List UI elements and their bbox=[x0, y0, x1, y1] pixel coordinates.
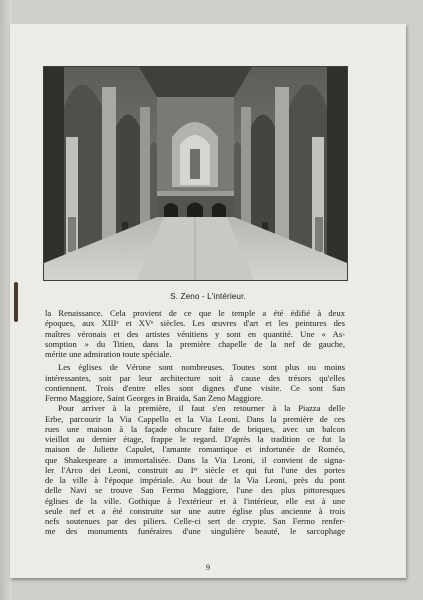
text-line: maison de Juliette Capulet, l'amante romantique et infortunée de Roméo, bbox=[45, 444, 345, 455]
text-line: églises de la ville. Gothique à l'extérieur et à l'intérieur, elle est à une bbox=[45, 495, 345, 506]
text-line: contiennent. Trois d'entre elles sont dignes d'une visite. Ce sont San bbox=[45, 382, 345, 393]
text-line: delle Navi se trouve San Fermo Maggiore, l'une des plus pittoresques bbox=[45, 485, 345, 496]
text-line: rues une maison à la façade obscure faite de briques, avec un balcon bbox=[45, 423, 345, 434]
text-line: vieillot au dernier étage, frappe le regard. D'après la tradition ce fut la bbox=[45, 434, 345, 444]
text-line: intéressantes, soit par leur architecture soit à cause des trésors qu'elles bbox=[45, 372, 345, 383]
church-interior-photo bbox=[43, 66, 348, 281]
text-line: ler l'Arco dei Leoni, construit au Iᵉʳ siècle et qui fut l'une des portes bbox=[45, 464, 345, 475]
text-line: la Renaissance. Cela provient de ce que le temple a été édifié à deux bbox=[45, 308, 345, 318]
text-line: somption » du Titien, dans la première chapelle de la nef de gauche, bbox=[45, 338, 345, 349]
text-line: me des monuments funéraires d'une singulière beauté, le sarcophage bbox=[45, 526, 345, 537]
text-line: de la ville à l'époque impériale. Au bout de la Via Leoni, près du pont bbox=[45, 475, 345, 485]
text-line: maîtres véronais et des artistes vénitiens y sont en quantité. Une « As- bbox=[45, 328, 345, 339]
text-line: époques, aux XIIIᵉ et XVᵉ siècles. Les œuvres d'art et les peintures des bbox=[45, 318, 345, 329]
page-number: 9 bbox=[206, 563, 210, 572]
text-line: Les églises de Vérone sont nombreuses. Toutes sont plus ou moins bbox=[58, 362, 345, 373]
text-line: Pour arriver à la première, il faut s'en retourner à la Piazza delle bbox=[58, 403, 345, 414]
text-line: Erbe, parcourir la Via Cappello et la Via Leoni. Dans la première de ces bbox=[45, 413, 345, 424]
body-text bbox=[45, 308, 345, 537]
binding-mark bbox=[14, 282, 18, 322]
text-line: Fermo Maggiore, Saint Georges in Braida, San Zeno Maggiore. bbox=[45, 393, 263, 403]
text-line: seule nef et a été construite sur une autre église plus ancienne à trois bbox=[45, 505, 345, 516]
text-line: mérite une admiration toute spéciale. bbox=[45, 349, 172, 359]
text-line: que Shakespeare a immortalisée. Dans la Via Leoni, il convient de signa- bbox=[45, 454, 345, 465]
book-page bbox=[10, 24, 406, 578]
photo-caption: S. Zeno - L'intérieur. bbox=[170, 292, 246, 301]
text-line: nefs soutenues par des piliers. Celle-ci sert de crypte. San Fermo renfer- bbox=[45, 516, 345, 526]
